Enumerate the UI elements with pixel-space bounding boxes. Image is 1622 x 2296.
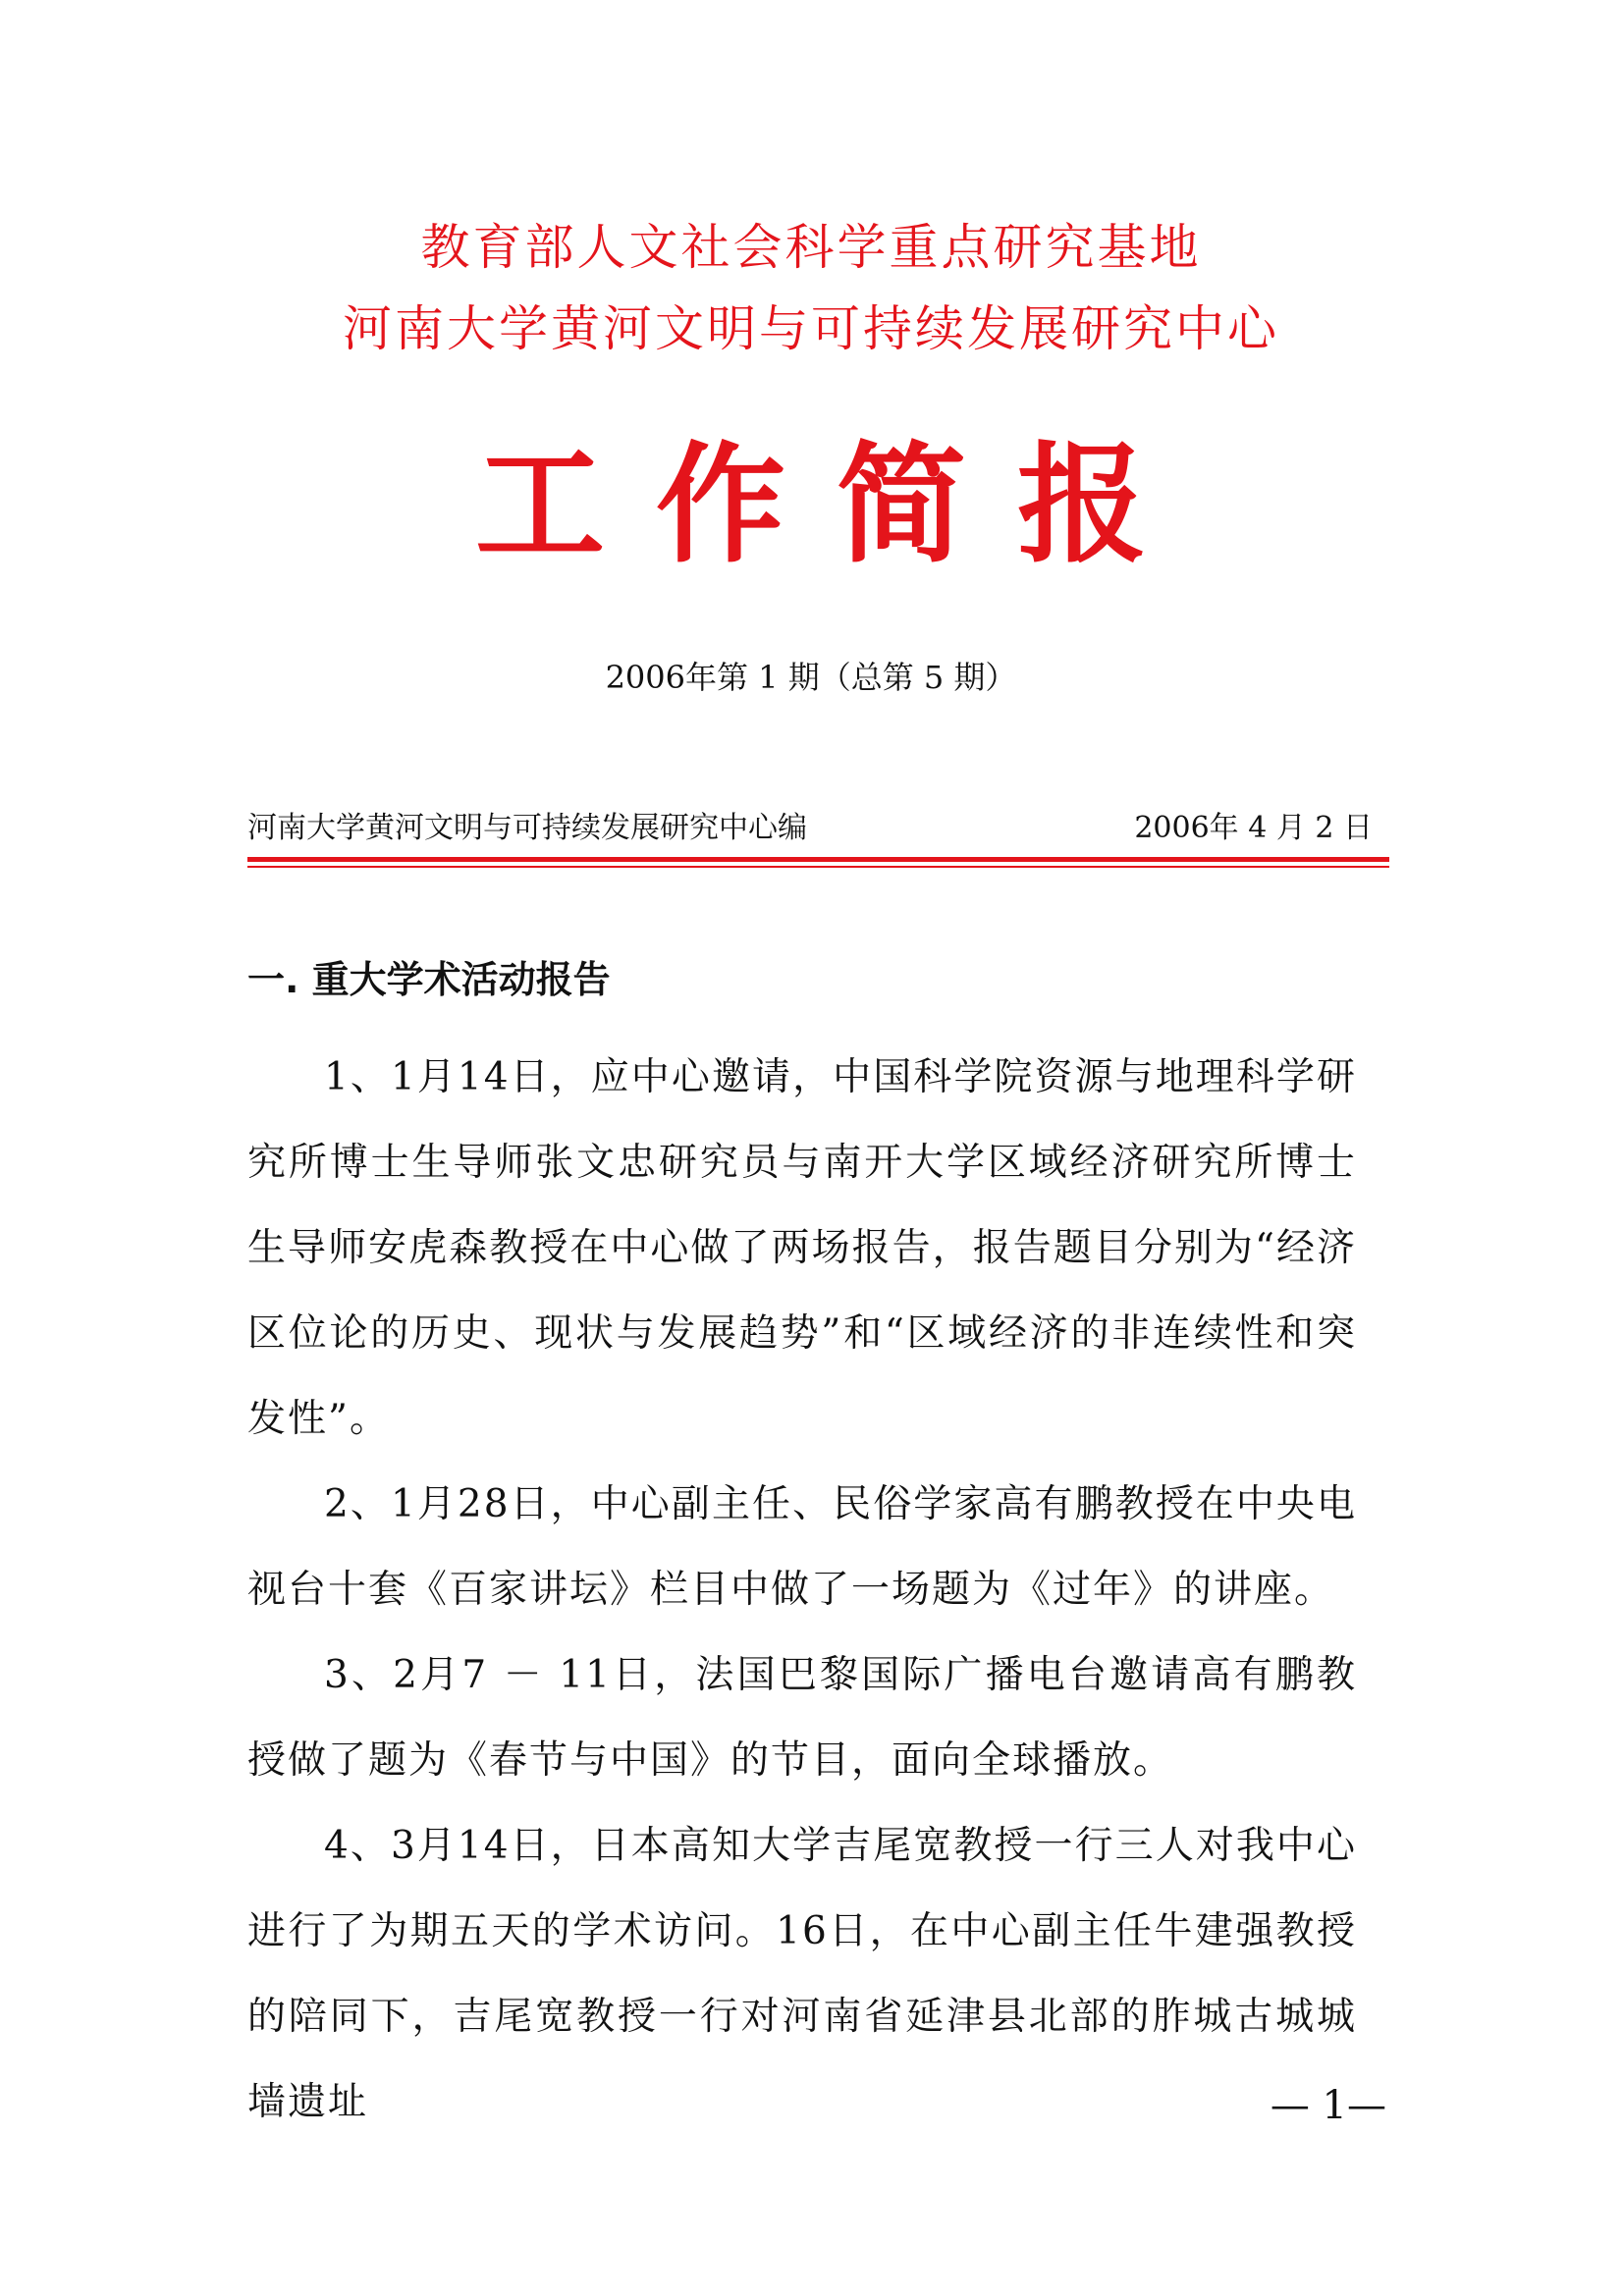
section-heading: 一. 重大学术活动报告	[247, 958, 611, 1001]
org-line-1: 教育部人文社会科学重点研究基地	[420, 219, 1202, 276]
masthead-rule-thin	[247, 866, 1389, 868]
issue-number: 2006年第 1 期（总第 5 期）	[605, 659, 1017, 696]
editor-line: 河南大学黄河文明与可持续发展研究中心编	[247, 811, 807, 845]
paragraph-4: 4、3月14日，日本高知大学吉尾宽教授一行三人对我中心进行了为期五天的学术访问。16日，在中心副主任牛建强教授的陪同下，吉尾宽教授一行对河南省延津县北部的胙城古城城墙遗址	[247, 1824, 1357, 2124]
brief-title: 工作简报	[475, 430, 1198, 581]
page-number: — 1—	[1270, 2083, 1386, 2128]
paragraph-1: 1、1月14日，应中心邀请，中国科学院资源与地理科学研究所博士生导师张文忠研究员与南开大学区域经济研究所博士生导师安虎森教授在中心做了两场报告，报告题目分别为“经济区位论的历史、现状与发展趋势”和“区域经济的非连续性和突发性”。	[247, 1055, 1357, 1441]
org-line-2: 河南大学黄河文明与可持续发展研究中心	[343, 300, 1279, 357]
publication-date: 2006年 4 月 2 日	[1134, 811, 1373, 845]
paragraph-3: 3、2月7 － 11日，法国巴黎国际广播电台邀请高有鹏教授做了题为《春节与中国》的节目，面向全球播放。	[247, 1653, 1357, 1783]
masthead-rule-thick	[247, 857, 1389, 862]
body-text	[247, 1035, 1357, 2145]
paragraph-2: 2、1月28日，中心副主任、民俗学家高有鹏教授在中央电视台十套《百家讲坛》栏目中做了一场题为《过年》的讲座。	[247, 1482, 1357, 1612]
